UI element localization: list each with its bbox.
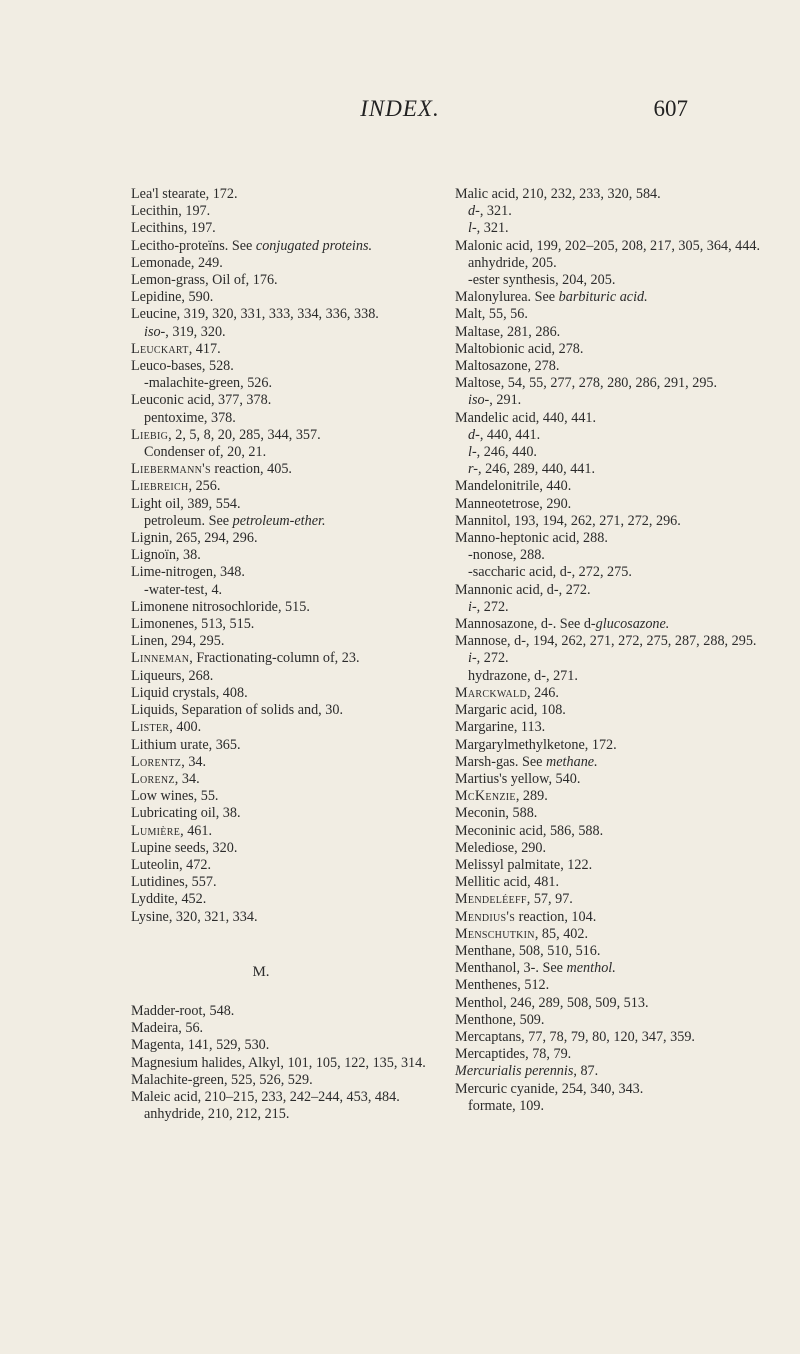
index-entry xyxy=(455,496,785,513)
entry-text: Mercaptides, 78, 79. xyxy=(455,1046,572,1063)
entry-text: , 34. xyxy=(181,753,207,770)
entry-text: Linen, 294, 295. xyxy=(131,633,225,650)
index-entry xyxy=(131,1003,436,1020)
entry-text: Mannitol, 193, 194, 262, 271, 272, 296. xyxy=(455,512,681,529)
entry-text: , 319, 320. xyxy=(165,323,226,340)
index-entry xyxy=(455,564,785,581)
entry-cross-reference: barbituric acid. xyxy=(558,289,648,306)
index-entry xyxy=(131,306,436,323)
entry-text: , 34. xyxy=(174,770,200,787)
index-entry xyxy=(131,668,436,685)
entry-author: Lorentz xyxy=(131,753,182,770)
index-entry xyxy=(455,668,785,685)
entry-text: Leuconic acid, 377, 378. xyxy=(131,392,272,409)
entry-text: Martius's yellow, 540. xyxy=(455,770,581,787)
entry-text: Lupine seeds, 320. xyxy=(131,839,238,856)
index-entry xyxy=(455,788,785,805)
section-letter-m: M. xyxy=(252,963,270,980)
index-entry xyxy=(455,427,785,444)
index-entry xyxy=(455,375,785,392)
entry-text: -water-test, 4. xyxy=(144,581,223,598)
index-entry xyxy=(131,891,436,908)
entry-text: Lignoïn, 38. xyxy=(131,547,201,564)
entry-text: Manno-heptonic acid, 288. xyxy=(455,530,608,547)
entry-text: , 246. xyxy=(526,684,559,701)
index-entry xyxy=(131,461,436,478)
entry-text: -nonose, 288. xyxy=(468,547,545,564)
index-entry xyxy=(455,513,785,530)
entry-text: , 272. xyxy=(476,598,509,615)
index-entry xyxy=(131,702,436,719)
index-entry xyxy=(455,444,785,461)
entry-author: Lumière xyxy=(131,822,181,839)
entry-text: anhydride, 205. xyxy=(468,254,557,271)
entry-prefix: i- xyxy=(468,598,477,615)
index-entry xyxy=(131,220,436,237)
entry-text: Mandelic acid, 440, 441. xyxy=(455,409,597,426)
index-entry xyxy=(455,410,785,427)
index-entry xyxy=(131,1106,436,1123)
index-entry xyxy=(455,650,785,667)
entry-text: Lemonade, 249. xyxy=(131,254,223,271)
entry-text: , 440, 441. xyxy=(479,426,541,443)
entry-text: Lepidine, 590. xyxy=(131,289,214,306)
index-entry xyxy=(131,737,436,754)
index-entry xyxy=(131,616,436,633)
entry-cross-reference: petroleum-ether. xyxy=(232,512,326,529)
index-entry xyxy=(131,358,436,375)
entry-text: Madeira, 56. xyxy=(131,1020,204,1037)
index-entry xyxy=(455,823,785,840)
entry-text: petroleum. See xyxy=(144,512,233,529)
index-entry xyxy=(131,547,436,564)
page-number: 607 xyxy=(653,96,688,121)
entry-text: hydrazone, d-, 271. xyxy=(468,667,578,684)
index-entry xyxy=(131,564,436,581)
running-title: INDEX. xyxy=(360,96,440,121)
entry-author: McKenzie xyxy=(455,788,516,805)
right-entries xyxy=(455,186,785,1115)
entry-prefix: iso- xyxy=(468,392,490,409)
index-entry xyxy=(131,478,436,495)
entry-text: Malonylurea. See xyxy=(455,289,559,306)
entry-text: Mellitic acid, 481. xyxy=(455,874,560,891)
entry-text: Menthane, 508, 510, 516. xyxy=(455,942,601,959)
index-entry xyxy=(455,582,785,599)
index-entry xyxy=(455,960,785,977)
index-entry xyxy=(455,324,785,341)
index-entry xyxy=(131,289,436,306)
entry-text: Mercuric cyanide, 254, 340, 343. xyxy=(455,1080,644,1097)
index-entry xyxy=(131,823,436,840)
entry-text: Mannose, d-, 194, 262, 271, 272, 275, 287, 288, 295. xyxy=(455,633,757,650)
index-entry xyxy=(455,255,785,272)
left-entries-m xyxy=(131,1003,436,1123)
index-entry xyxy=(455,737,785,754)
index-entry xyxy=(455,874,785,891)
page-header xyxy=(0,96,800,126)
entry-text: reaction, 405. xyxy=(210,461,292,478)
entry-text: , 291. xyxy=(489,392,522,409)
entry-cross-reference: methane. xyxy=(546,753,598,770)
entry-text: Lea'l stearate, 172. xyxy=(131,186,238,202)
entry-author: Liebermann's xyxy=(131,461,211,478)
entry-text: , 256. xyxy=(188,478,221,495)
index-entry xyxy=(455,926,785,943)
index-entry xyxy=(131,633,436,650)
entry-text: Limonenes, 513, 515. xyxy=(131,616,255,633)
entry-cross-reference: menthol. xyxy=(566,960,616,977)
entry-text: Lignin, 265, 294, 296. xyxy=(131,530,258,547)
index-entry xyxy=(131,685,436,702)
index-entry xyxy=(455,392,785,409)
entry-text: Madder-root, 548. xyxy=(131,1002,235,1019)
entry-text: Margarylmethylketone, 172. xyxy=(455,736,617,753)
entry-cross-reference: glucosazone. xyxy=(595,616,670,633)
entry-text: Lecitho-proteïns. xyxy=(131,237,229,254)
index-entry xyxy=(455,891,785,908)
entry-text: Meconinic acid, 586, 588. xyxy=(455,822,604,839)
entry-italic-term: Mercurialis perennis xyxy=(455,1063,574,1080)
index-entry xyxy=(455,805,785,822)
entry-text: Mannosazone, d-. See d- xyxy=(455,616,596,633)
index-entry xyxy=(455,857,785,874)
entry-author: Menschutkin xyxy=(455,925,535,942)
right-column xyxy=(455,186,785,1115)
index-entry xyxy=(455,1012,785,1029)
index-entry xyxy=(131,1037,436,1054)
index-entry xyxy=(131,805,436,822)
entry-text: Marsh-gas. See xyxy=(455,753,547,770)
entry-prefix: iso- xyxy=(144,323,166,340)
entry-prefix: i- xyxy=(468,650,477,667)
entry-text: Low wines, 55. xyxy=(131,788,219,805)
index-entry xyxy=(455,702,785,719)
index-entry xyxy=(131,1055,436,1072)
index-entry xyxy=(455,754,785,771)
index-entry xyxy=(455,358,785,375)
entry-text: -saccharic acid, d-, 272, 275. xyxy=(468,564,632,581)
index-entry xyxy=(131,203,436,220)
index-entry xyxy=(455,599,785,616)
index-entry xyxy=(131,255,436,272)
index-entry xyxy=(131,375,436,392)
entry-text: , 461. xyxy=(180,822,213,839)
index-entry xyxy=(455,478,785,495)
entry-text: anhydride, 210, 212, 215. xyxy=(144,1106,290,1123)
index-entry xyxy=(455,995,785,1012)
index-entry xyxy=(131,324,436,341)
index-entry xyxy=(455,685,785,702)
entry-text: Leuco-bases, 528. xyxy=(131,358,234,375)
entry-text: Lithium urate, 365. xyxy=(131,736,241,753)
entry-author: Liebig xyxy=(131,426,169,443)
entry-text: , 246, 289, 440, 441. xyxy=(477,461,596,478)
index-entry xyxy=(455,220,785,237)
entry-text: pentoxime, 378. xyxy=(144,409,236,426)
entry-text: -malachite-green, 526. xyxy=(144,375,273,392)
index-entry xyxy=(131,599,436,616)
index-entry xyxy=(455,1063,785,1080)
entry-text: Malonic acid, 199, 202–205, 208, 217, 305, 364, 444. xyxy=(455,237,761,254)
index-entry xyxy=(131,410,436,427)
index-entry xyxy=(455,771,785,788)
entry-text: Liquids, Separation of solids and, 30. xyxy=(131,702,344,719)
index-entry xyxy=(455,1046,785,1063)
entry-author: Lorenz xyxy=(131,770,175,787)
entry-text: Liqueurs, 268. xyxy=(131,667,214,684)
index-entry xyxy=(131,238,436,255)
entry-text: , 417. xyxy=(188,340,221,357)
entry-text: , 272. xyxy=(476,650,509,667)
entry-text: Lemon-grass, Oil of, 176. xyxy=(131,272,278,289)
entry-author: Linneman xyxy=(131,650,190,667)
index-entry xyxy=(455,530,785,547)
index-entry xyxy=(131,496,436,513)
index-entry xyxy=(455,616,785,633)
index-entry xyxy=(455,719,785,736)
entry-text: , 289. xyxy=(515,788,548,805)
entry-text: Mannonic acid, d-, 272. xyxy=(455,581,591,598)
index-entry xyxy=(131,1089,436,1106)
entry-text: Margarine, 113. xyxy=(455,719,546,736)
index-entry xyxy=(131,909,436,926)
entry-author: Liebreich xyxy=(131,478,189,495)
entry-text: Menthanol, 3-. See xyxy=(455,960,567,977)
entry-text: Magenta, 141, 529, 530. xyxy=(131,1037,270,1054)
index-entry xyxy=(455,1081,785,1098)
entry-text: , 85, 402. xyxy=(534,925,589,942)
entry-author: Leuckart xyxy=(131,340,189,357)
entry-text: Mercaptans, 77, 78, 79, 80, 120, 347, 359. xyxy=(455,1028,695,1045)
entry-text: , Fractionating-column of, 23. xyxy=(189,650,360,667)
entry-text: Malt, 55, 56. xyxy=(455,306,528,323)
index-entry xyxy=(131,788,436,805)
entry-text: Margaric acid, 108. xyxy=(455,702,566,719)
entry-text: Menthone, 509. xyxy=(455,1011,545,1028)
entry-author: Mendeléeff xyxy=(455,891,527,908)
index-entry xyxy=(455,840,785,857)
entry-text: , 321. xyxy=(476,220,509,237)
index-entry xyxy=(455,186,785,203)
index-entry xyxy=(131,582,436,599)
entry-see: See xyxy=(228,237,256,254)
entry-prefix: d- xyxy=(468,203,480,220)
index-entry xyxy=(131,427,436,444)
index-entry xyxy=(131,719,436,736)
entry-text: , 246, 440. xyxy=(476,444,537,461)
entry-text: reaction, 104. xyxy=(515,908,597,925)
index-entry xyxy=(131,272,436,289)
entry-text: Condenser of, 20, 21. xyxy=(144,444,267,461)
index-entry xyxy=(131,530,436,547)
index-entry xyxy=(131,771,436,788)
entry-text: Menthenes, 512. xyxy=(455,977,550,994)
index-entry xyxy=(131,754,436,771)
entry-text: Lyddite, 452. xyxy=(131,891,207,908)
entry-cross-reference: conjugated proteins. xyxy=(255,237,373,254)
index-entry xyxy=(131,392,436,409)
entry-text: , 321. xyxy=(479,203,512,220)
entry-text: , 87. xyxy=(573,1063,599,1080)
index-entry xyxy=(131,1020,436,1037)
index-entry xyxy=(455,1098,785,1115)
entry-prefix: l- xyxy=(468,220,477,237)
entry-text: Lysine, 320, 321, 334. xyxy=(131,908,258,925)
index-entry xyxy=(455,633,785,650)
entry-text: Maleic acid, 210–215, 233, 242–244, 453, 484. xyxy=(131,1088,400,1105)
index-entry xyxy=(131,840,436,857)
entry-text: , 2, 5, 8, 20, 285, 344, 357. xyxy=(168,426,321,443)
entry-prefix: r- xyxy=(468,461,478,478)
left-column xyxy=(131,186,436,1123)
entry-text: Lutidines, 557. xyxy=(131,874,217,891)
entry-text: Melissyl palmitate, 122. xyxy=(455,856,593,873)
index-entry xyxy=(131,857,436,874)
index-entry xyxy=(455,909,785,926)
entry-text: Lecithin, 197. xyxy=(131,203,211,220)
index-entry xyxy=(455,943,785,960)
entry-text: Luteolin, 472. xyxy=(131,856,211,873)
entry-text: Magnesium halides, Alkyl, 101, 105, 122, 135, 314. xyxy=(131,1054,426,1071)
entry-text: formate, 109. xyxy=(468,1097,545,1114)
entry-text: Maltosazone, 278. xyxy=(455,358,560,375)
index-entry xyxy=(131,1072,436,1089)
left-entries xyxy=(131,186,436,926)
index-entry xyxy=(455,306,785,323)
index-entry xyxy=(455,238,785,255)
entry-text: Manneotetrose, 290. xyxy=(455,495,572,512)
entry-author: Marckwald xyxy=(455,684,527,701)
entry-text: Lecithins, 197. xyxy=(131,220,216,237)
index-entry xyxy=(455,461,785,478)
entry-text: Liquid crystals, 408. xyxy=(131,684,248,701)
index-entry xyxy=(131,513,436,530)
entry-text: Light oil, 389, 554. xyxy=(131,495,241,512)
entry-text: , 57, 97. xyxy=(526,891,573,908)
entry-author: Lister xyxy=(131,719,170,736)
entry-text: Malic acid, 210, 232, 233, 320, 584. xyxy=(455,186,661,202)
entry-text: Leucine, 319, 320, 331, 333, 334, 336, 338. xyxy=(131,306,379,323)
entry-text: -ester synthesis, 204, 205. xyxy=(468,272,616,289)
entry-prefix: d- xyxy=(468,426,480,443)
entry-text: Malachite-green, 525, 526, 529. xyxy=(131,1071,313,1088)
entry-text: Meconin, 588. xyxy=(455,805,538,822)
entry-prefix: l- xyxy=(468,444,477,461)
entry-text: Lubricating oil, 38. xyxy=(131,805,241,822)
index-entry xyxy=(455,289,785,306)
index-entry xyxy=(455,1029,785,1046)
index-entry xyxy=(131,444,436,461)
index-entry xyxy=(131,341,436,358)
entry-text: Maltobionic acid, 278. xyxy=(455,340,584,357)
entry-text: Melediose, 290. xyxy=(455,839,547,856)
index-entry xyxy=(455,341,785,358)
entry-text: Lime-nitrogen, 348. xyxy=(131,564,245,581)
entry-text: Maltose, 54, 55, 277, 278, 280, 286, 291, 295. xyxy=(455,375,718,392)
entry-text: Limonene nitrosochloride, 515. xyxy=(131,598,310,615)
index-entry xyxy=(131,186,436,203)
index-entry xyxy=(455,272,785,289)
entry-text: , 400. xyxy=(169,719,202,736)
index-entry xyxy=(455,203,785,220)
index-entry xyxy=(131,874,436,891)
entry-author: Mendius's xyxy=(455,908,516,925)
index-entry xyxy=(455,547,785,564)
entry-text: Mandelonitrile, 440. xyxy=(455,478,572,495)
index-entry xyxy=(455,977,785,994)
index-entry xyxy=(131,650,436,667)
entry-text: Maltase, 281, 286. xyxy=(455,323,561,340)
entry-text: Menthol, 246, 289, 508, 509, 513. xyxy=(455,994,649,1011)
